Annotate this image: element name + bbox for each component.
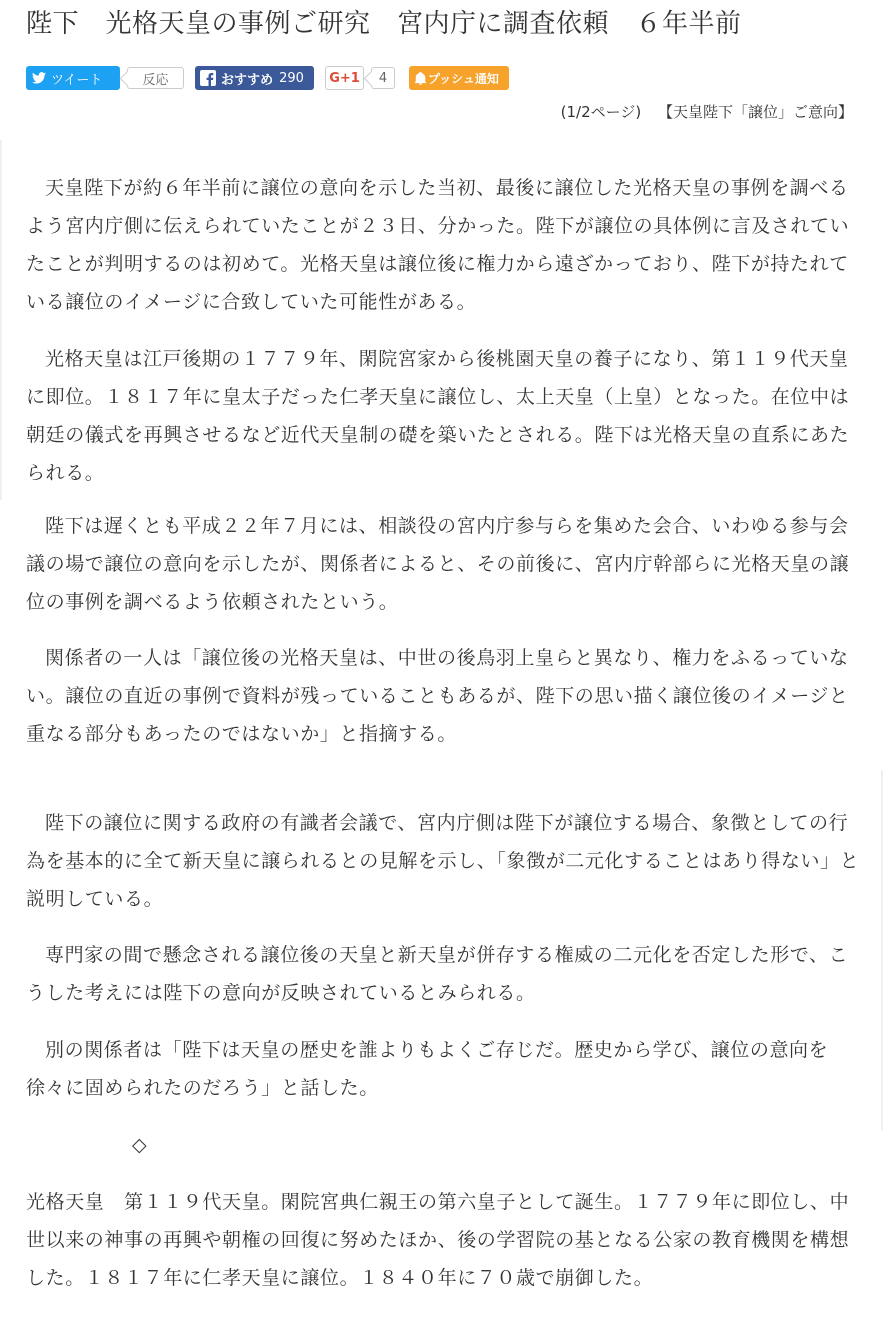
bell-icon	[415, 72, 426, 85]
related-topic-link[interactable]: 【天皇陛下「譲位」ご意向】	[657, 103, 853, 121]
facebook-count: 290	[279, 70, 304, 86]
article-title: 陛下 光格天皇の事例ご研究 宮内庁に調査依頼 ６年半前	[26, 9, 742, 39]
facebook-recommend-button[interactable]	[195, 66, 314, 90]
content-divider-left	[0, 140, 2, 500]
gplus-count: 4	[378, 70, 388, 86]
tweet-label: ツイート	[51, 72, 103, 88]
share-bar	[26, 66, 509, 90]
article-paragraph: 専門家の間で懸念される譲位後の天皇と新天皇が併存する権威の二元化を否定した形で、こうした考えには陛下の意向が反映されているとみられる。	[26, 944, 849, 1004]
article-paragraph: 光格天皇は江戸後期の１７７９年、閑院宮家から後桃園天皇の養子になり、第１１９代天皇に即位。１８１７年に皇太子だった仁孝天皇に譲位し、太上天皇（上皇）となった。在位中は朝廷の儀式を再興させるなど近代天皇制の礎を築いたとされる。陛下は光格天皇の直系にあたられる。	[26, 348, 850, 484]
gplus-count-box	[371, 67, 395, 89]
page-nav	[561, 101, 853, 123]
profile-note: 光格天皇 第１１９代天皇。閑院宮典仁親王の第六皇子として誕生。１７７９年に即位し、中世以来の神事の再興や朝権の回復に努めたほか、後の学習院の基となる公家の教育機関を構想した。１８１７年に仁孝天皇に譲位。１８４０年に７０歳で崩御した。	[26, 1191, 850, 1289]
article-paragraph: 天皇陛下が約６年半前に譲位の意向を示した当初、最後に譲位した光格天皇の事例を調べるよう宮内庁側に伝えられていたことが２３日、分かった。陛下が譲位の具体例に言及されていたことが判明するのは初めて。光格天皇は譲位後に権力から遠ざかっており、陛下が持たれている譲位のイメージに合致していた可能性がある。	[26, 177, 850, 313]
article-paragraph: 別の関係者は「陛下は天皇の歴史を誰よりもよくご存じだ。歴史から学び、譲位の意向を徐々に固められたのだろう」と話した。	[26, 1039, 829, 1099]
push-label: プッシュ通知	[428, 71, 499, 86]
twitter-bird-icon	[32, 72, 46, 84]
article-paragraph: 陛下は遅くとも平成２２年７月には、相談役の宮内庁参与らを集めた会合、いわゆる参与会議の場で譲位の意向を示したが、関係者によると、その前後に、宮内庁幹部らに光格天皇の譲位の事例を調べるよう依頼されたという。	[26, 515, 850, 613]
reaction-count-box[interactable]	[127, 67, 184, 89]
article-paragraph: 関係者の一人は「譲位後の光格天皇は、中世の後鳥羽上皇らと異なり、権力をふるっていない。譲位の直近の事例で資料が残っていることもあるが、陛下の思い描く譲位後のイメージと重なる部分もあったのではないか」と指摘する。	[26, 647, 849, 745]
section-separator: ◇	[132, 1134, 147, 1156]
push-notification-button[interactable]	[409, 66, 509, 90]
gplus-label: G+1	[329, 70, 360, 86]
facebook-label: おすすめ	[221, 72, 274, 88]
reaction-label: 反応	[142, 72, 169, 88]
gplus-button[interactable]	[325, 66, 364, 90]
page-indicator: (1/2ページ)	[560, 103, 642, 121]
tweet-button[interactable]	[26, 66, 120, 90]
facebook-icon	[200, 70, 216, 86]
article-paragraph: 陛下の譲位に関する政府の有識者会議で、宮内庁側は陛下が譲位する場合、象徴としての行為を基本的に全て新天皇に譲られるとの見解を示し、「象徴が二元化することはあり得ない」と説明している。	[26, 812, 860, 910]
